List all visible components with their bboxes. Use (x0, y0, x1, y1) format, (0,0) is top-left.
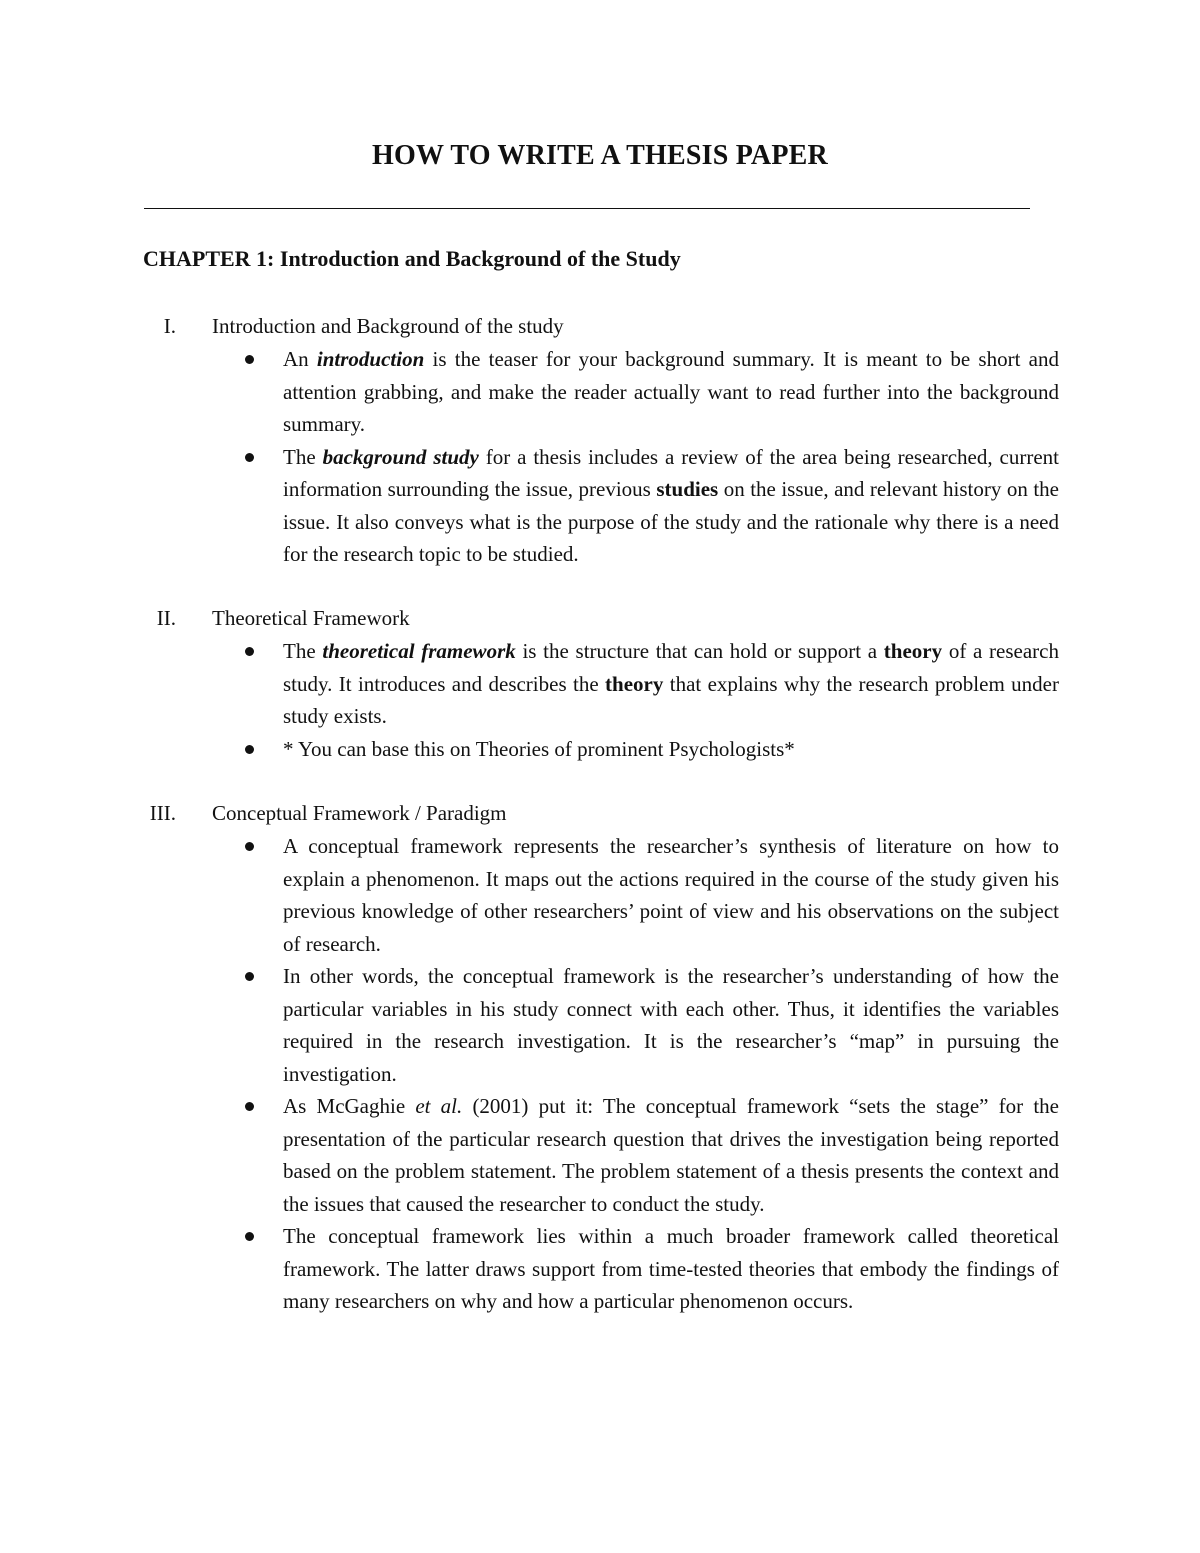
text-run: * You can base this on Theories of prominent Psychologists* (283, 736, 795, 761)
bullet-text (283, 733, 1059, 766)
bullet-text (283, 635, 1059, 733)
emphasis-term-wrapper (322, 639, 515, 663)
section-title: Theoretical Framework (212, 606, 410, 630)
bullet-icon (245, 972, 254, 981)
bullet-icon (245, 1102, 254, 1111)
text-run: is the structure that can hold or support a (515, 639, 884, 663)
text-run: As McGaghie (283, 1094, 416, 1118)
text-run: is the teaser for your background summary. It is meant to be short and attention grabbing, and make the reader actually want to read further into the background summary. (283, 347, 1059, 436)
bullet-text (283, 960, 1059, 1090)
bullet-item (0, 343, 1059, 441)
text-run: that explains why the research problem under study exists. (283, 671, 1059, 728)
emphasis-term-wrapper (317, 347, 424, 371)
section-title: Introduction and Background of the study (212, 314, 564, 338)
page-title: HOW TO WRITE A THESIS PAPER (372, 140, 828, 171)
bold-term: studies (656, 477, 719, 501)
bold-term: theory (605, 671, 664, 696)
bullet-text (283, 830, 1059, 960)
text-run: In other words, the conceptual framework is the researcher’s understanding of how the particular variables in his study connect with each other. Thus, it identifies the variables required in the research investigation. It is the researcher’s “map” in pursuing the investigation. (283, 964, 1059, 1086)
bullet-list (0, 830, 1059, 1318)
bold-term: theory (883, 639, 943, 663)
text-run: The (283, 444, 323, 469)
bullet-icon (245, 647, 254, 656)
emphasis-term: introduction (316, 347, 425, 371)
bullet-item (0, 1090, 1059, 1220)
text-run: The (283, 639, 323, 663)
text-run: The conceptual framework lies within a much broader framework called theoretical framework. The latter draws support from time-tested theories that embody the findings of many researchers on why and how a particular phenomenon occurs. (283, 1224, 1059, 1313)
bullet-list (0, 343, 1059, 571)
text-run: of a research study. It introduces and describes the (283, 639, 1059, 696)
bullet-icon (245, 842, 254, 851)
section-numeral: II. (156, 606, 176, 630)
section-title: Conceptual Framework / Paradigm (212, 801, 507, 825)
text-run: on the issue, and relevant history on the issue. It also conveys what is the purpose of the study and the rationale why there is a need for the research topic to be studied. (283, 477, 1059, 566)
section-heading (0, 797, 1200, 830)
emphasis-term-wrapper (323, 445, 479, 469)
bullet-item (0, 733, 1059, 766)
section-heading (0, 602, 1200, 635)
text-run: for a thesis includes a review of the area being researched, current information surrounding the issue, previous (283, 444, 1059, 501)
section-numeral: III. (149, 801, 176, 825)
bullet-item (0, 441, 1059, 571)
chapter-heading: CHAPTER 1: Introduction and Background of the Study (143, 246, 681, 271)
emphasis-term: theoretical framework (322, 639, 516, 663)
bullet-item (0, 830, 1059, 960)
bullet-icon (245, 453, 254, 462)
bullet-text (283, 1220, 1059, 1318)
title-divider (144, 208, 1030, 209)
text-run: An (283, 347, 317, 371)
bullet-list (0, 635, 1059, 765)
bullet-item (0, 1220, 1059, 1318)
bullet-text (283, 343, 1059, 441)
bullet-icon (245, 1232, 254, 1241)
bullet-item (0, 635, 1059, 733)
italic-term: et al. (415, 1094, 463, 1118)
section-heading (0, 310, 1200, 343)
text-run: (2001) put it: The conceptual framework “sets the stage” for the presentation of the particular research question that drives the investigation being reported based on the problem statement. The problem statement of a thesis presents the context and the issues that caused the researcher to conduct the study. (283, 1094, 1059, 1216)
bullet-item (0, 960, 1059, 1090)
bullet-text (283, 441, 1059, 571)
text-run: A conceptual framework represents the researcher’s synthesis of literature on how to explain a phenomenon. It maps out the actions required in the course of the study given his previous knowledge of other researchers’ point of view and his observations on the subject of research. (283, 834, 1059, 956)
emphasis-term: background study (322, 444, 479, 469)
bullet-icon (245, 355, 254, 364)
section-numeral: I. (163, 314, 176, 338)
bullet-icon (245, 745, 254, 754)
bullet-text (283, 1090, 1059, 1220)
